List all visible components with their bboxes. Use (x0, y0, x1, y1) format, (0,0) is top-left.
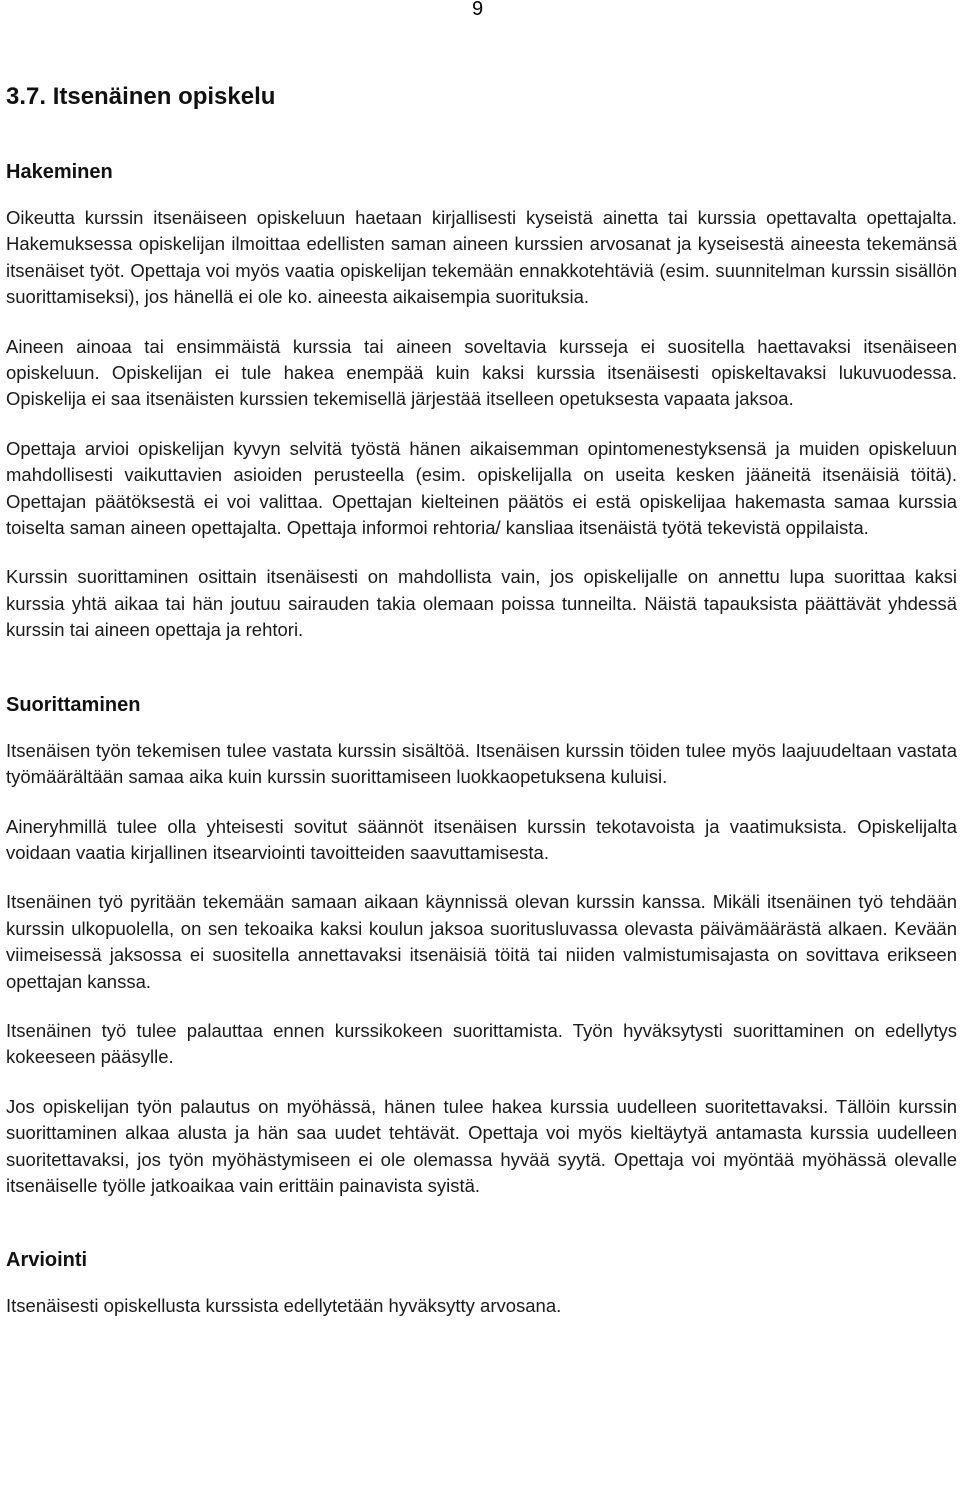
section-heading-hakeminen: Hakeminen (6, 161, 113, 183)
page-number: 9 (472, 0, 484, 20)
paragraph: Jos opiskelijan työn palautus on myöhässä, hänen tulee hakea kurssia uudelleen suoritettavaksi. Tällöin kurssin suorittaminen alkaa alusta ja hän saa uudet tehtävät. Opettaja voi myös kieltäytyä antamasta kurssia uudelleen suoritettavaksi, jos työn myöhästymiseen ei ole olemassa hyvää syytä. Opettaja voi myöntää myöhässä olevalle itsenäiselle työlle jatkoaikaa vain erittäin painavista syistä. (6, 1095, 957, 1196)
paragraph: Oikeutta kurssin itsenäiseen opiskeluun haetaan kirjallisesti kyseistä ainetta tai kurssia opettavalta opettajalta. Hakemuksessa opiskelijan ilmoittaa edellisten saman aineen kurssien arvosanat ja kyseisestä aineesta tekemänsä itsenäiset työt. Opettaja voi myös vaatia opiskelijan tekemään ennakkotehtäviä (esim. suunnitelman kurssin sisällön suorittamiseksi), jos hänellä ei ole ko. aineesta aikaisempia suorituksia. (6, 207, 957, 308)
section-heading-arviointi: Arviointi (6, 1249, 88, 1272)
paragraph: Kurssin suorittaminen osittain itsenäisesti on mahdollista vain, jos opiskelijalle on annettu lupa suorittaa kaksi kurssia yhtä aikaa tai hän joutuu sairauden takia olemaan poissa tunneilta. Näistä tapauksista päättävät yhdessä kurssin tai aineen opettaja ja rehtori. (6, 566, 957, 641)
paragraph: Opettaja arvioi opiskelijan kyvyn selvitä työstä hänen aikaisemman opintomenestyksensä ja muiden opiskeluun mahdollisesti vaikuttavien asioiden perusteella (esim. opiskelijalla on useita kesken jääneitä itsenäisiä töitä). Opettajan päätöksestä ei voi valittaa. Opettajan kielteinen päätös ei estä opiskelijaa hakemasta samaa kurssia toiselta saman aineen opettajalta. Opettaja informoi rehtoria/ kansliaa itsenäistä työtä tekevistä oppilaista. (6, 437, 957, 539)
paragraph: Aineryhmillä tulee olla yhteisesti sovitut säännöt itsenäisen kurssin tekotavoista ja vaatimuksista. Opiskelijalta voidaan vaatia kirjallinen itsearviointi tavoitteiden saavuttamisesta. (6, 815, 957, 863)
paragraph: Itsenäisen työn tekemisen tulee vastata kurssin sisältöä. Itsenäisen kurssin töiden tulee myös laajuudeltaan vastata työmäärältään samaa aika kuin kurssin suorittamiseen luokkaopetuksena kuluisi. (6, 739, 957, 788)
paragraph: Itsenäinen työ pyritään tekemään samaan aikaan käynnissä olevan kurssin kanssa. Mikäli itsenäinen työ tehdään kurssin ulkopuolella, on sen tekoaika kaksi koulun jaksoa suoritusluvassa olevasta päivämäärästä alkaen. Kevään viimeisessä jaksossa ei suositella annettavaksi itsenäisiä töitä tai niiden valmistumisajasta on sovittava erikseen opettajan kanssa. (6, 891, 957, 992)
paragraph: Aineen ainoaa tai ensimmäistä kurssia tai aineen soveltavia kursseja ei suositella haettavaksi itsenäiseen opiskeluun. Opiskelijan ei tule hakea enempää kuin kaksi kurssia itsenäisesti opiskeltavaksi lukuvuodessa. Opiskelija ei saa itsenäisten kurssien tekemisellä järjestää itselleen opetuksesta vapaata jaksoa. (6, 335, 957, 410)
page-content (6, 78, 957, 1320)
section-heading-suorittaminen: Suorittaminen (6, 693, 141, 716)
paragraph: Itsenäinen työ tulee palauttaa ennen kurssikokeen suorittamista. Työn hyväksytysti suorittaminen on edellytys kokeeseen pääsylle. (6, 1019, 957, 1068)
chapter-title: 3.7. Itsenäinen opiskelu (6, 83, 276, 110)
paragraph: Itsenäisesti opiskellusta kurssista edellytetään hyväksytty arvosana. (6, 1295, 562, 1317)
